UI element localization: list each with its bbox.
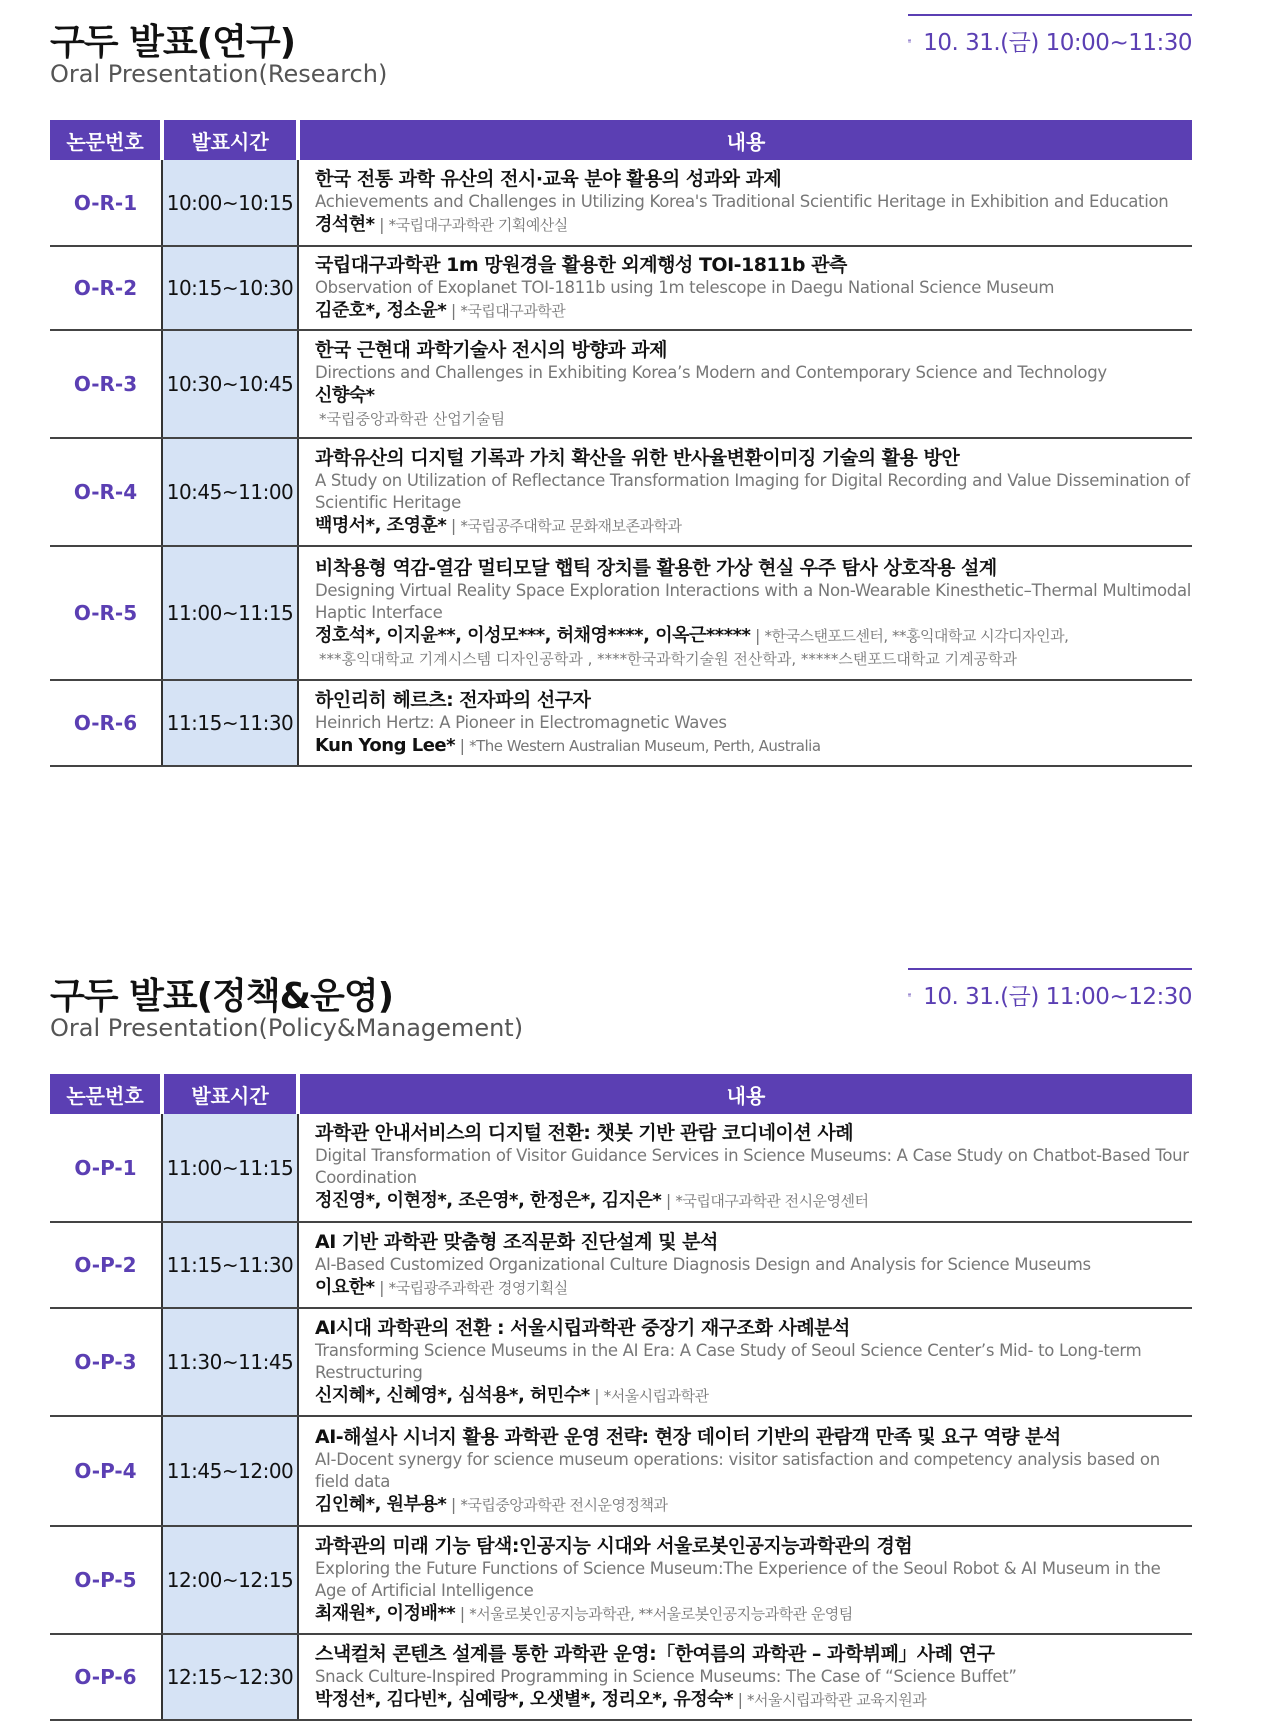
session-date [908,968,1192,1011]
table-row [50,246,1192,330]
authors: 정진영*, 이현정*, 조은영*, 한정은*, 김지은* [315,1190,662,1211]
table-row [50,160,1192,246]
paper-code: O-P-4 [50,1416,162,1526]
presentation-time: 12:00~12:15 [162,1526,298,1634]
authors-line [315,1189,1192,1213]
affiliation: *국립중앙과학관 전시운영정책과 [460,1495,668,1514]
header-content: 내용 [298,1074,1192,1114]
table-row [50,1308,1192,1416]
authors: 최재원*, 이정배** [315,1602,456,1624]
affiliation-separator: | [374,1277,389,1297]
authors-line [315,213,1192,237]
session-date [908,14,1192,57]
authors-line [315,624,1192,648]
authors: Kun Yong Lee* [315,734,456,756]
header-content: 내용 [298,120,1192,160]
table-row [50,438,1192,546]
paper-title-en: Observation of Exoplanet TOI-1811b using 1m telescope in Daegu National Science Museum [315,277,1055,297]
paper-content [298,1634,1192,1720]
presentation-time: 11:15~11:30 [162,680,298,766]
presentation-time: 10:30~10:45 [162,330,298,438]
paper-content [298,680,1192,766]
affiliation-continued: *국립중앙과학관 산업기술팀 [319,409,506,428]
paper-code: O-P-6 [50,1634,162,1720]
date-text: 10. 31.(금) 11:00~12:30 [923,984,1192,1010]
paper-code: O-P-3 [50,1308,162,1416]
affiliation-separator: | [589,1385,604,1405]
paper-code: O-P-1 [50,1114,162,1222]
header-time: 발표시간 [162,120,298,160]
authors: 박정선*, 김다빈*, 심예랑*, 오샛별*, 정리오*, 유정숙* [315,1688,733,1710]
schedule-table-research [50,120,1192,767]
section-subtitle: Oral Presentation(Research) [50,60,388,88]
authors: 김인혜*, 원부용* [315,1493,447,1515]
authors-line [315,514,1192,538]
table-row [50,1526,1192,1634]
affiliation: *국립공주대학교 문화재보존과학과 [460,516,682,535]
presentation-time: 11:15~11:30 [162,1222,298,1308]
affiliation: *국립대구과학관 기획예산실 [388,216,568,234]
section-research [50,14,1192,764]
paper-title-ko: 한국 근현대 과학기술사 전시의 방향과 과제 [315,338,667,361]
table-row [50,1634,1192,1720]
header-code: 논문번호 [50,1074,162,1114]
paper-title-en: Heinrich Hertz: A Pioneer in Electromagnetic Waves [315,712,727,732]
authors: 정호석*, 이지윤**, 이성모***, 허채영****, 이옥근***** [315,624,751,646]
presentation-time: 11:45~12:00 [162,1416,298,1526]
calendar-icon [908,980,911,1010]
paper-code: O-R-6 [50,680,162,766]
paper-code: O-P-5 [50,1526,162,1634]
authors: 신향숙* [315,384,375,406]
header-code: 논문번호 [50,120,162,160]
paper-content [298,246,1192,330]
affiliation-separator: | [750,625,765,645]
schedule-table-policy [50,1074,1192,1721]
affiliation-separator: | [374,215,389,234]
authors-line [315,1688,1192,1712]
authors-line [315,384,1192,408]
paper-title-ko: 과학관의 미래 기능 탐색:인공지능 시대와 서울로봇인공지능과학관의 경험 [315,1534,913,1557]
section-title: 구두 발표(정책&운영) [50,976,394,1017]
presentation-time: 12:15~12:30 [162,1634,298,1720]
date-text: 10. 31.(금) 10:00~11:30 [923,30,1192,56]
paper-title-en: AI-Based Customized Organizational Culture Diagnosis Design and Analysis for Science Museums [315,1254,1091,1274]
paper-title-en: Achievements and Challenges in Utilizing Korea's Traditional Scientific Heritage in Exhibition and Education [315,192,1169,211]
paper-title-en: Exploring the Future Functions of Science Museum:The Experience of the Seoul Robot & AI Museum in the Age of Artificial Intelligence [315,1558,1161,1600]
paper-content [298,330,1192,438]
affiliation-continued: ***홍익대학교 기계시스템 디자인공학과 , ****한국과학기술원 전산학과, *****스탠포드대학교 기계공학과 [319,649,1018,668]
paper-content [298,1308,1192,1416]
presentation-time: 11:00~11:15 [162,1114,298,1222]
affiliation-separator: | [732,1689,748,1709]
paper-content [298,1416,1192,1526]
affiliation: *서울시립과학관 교육지원과 [747,1690,927,1709]
calendar-icon [908,26,911,56]
authors: 이요한* [315,1276,375,1298]
section-policy [50,968,1192,1728]
paper-title-en: Transforming Science Museums in the AI Era: A Case Study of Seoul Science Center’s Mid- to Long-term Restructuring [315,1340,1142,1382]
paper-title-ko: 비착용형 역감-열감 멀티모달 햅틱 장치를 활용한 가상 현실 우주 탐사 상호작용 설계 [315,556,997,579]
paper-title-ko: 한국 전통 과학 유산의 전시·교육 분야 활용의 성과와 과제 [315,168,782,190]
paper-title-ko: AI-해설사 시너지 활용 과학관 운영 전략: 현장 데이터 기반의 관람객 만족 및 요구 역량 분석 [315,1425,1061,1448]
authors-line [315,734,1192,758]
affiliation: *한국스탠포드센터, **홍익대학교 시각디자인과, [764,626,1069,645]
paper-title-en: Snack Culture-Inspired Programming in Science Museums: The Case of “Science Buffet” [315,1666,1017,1686]
affiliation-separator: | [446,300,461,320]
paper-content [298,1526,1192,1634]
table-row [50,1416,1192,1526]
table-row [50,1114,1192,1222]
paper-title-ko: 하인리히 헤르츠: 전자파의 선구자 [315,688,591,711]
section-subtitle: Oral Presentation(Policy&Management) [50,1014,524,1042]
paper-title-ko: 스낵컬처 콘텐츠 설계를 통한 과학관 운영:「한여름의 과학관 – 과학뷔페」사례 연구 [315,1642,995,1665]
paper-content [298,1114,1192,1222]
affiliation: *국립대구과학관 [460,301,566,320]
paper-title-en: Directions and Challenges in Exhibiting Korea’s Modern and Contemporary Science and Technology [315,362,1107,382]
table-row [50,1222,1192,1308]
paper-content [298,546,1192,680]
paper-title-en: Designing Virtual Reality Space Exploration Interactions with a Non-Wearable Kinesthetic–Thermal Multimodal Haptic Interface [315,580,1192,622]
presentation-time: 11:30~11:45 [162,1308,298,1416]
presentation-time: 10:00~10:15 [162,160,298,246]
paper-code: O-R-1 [50,160,162,246]
paper-code: O-R-3 [50,330,162,438]
authors-line [315,1276,1192,1300]
paper-content [298,160,1192,246]
table-row [50,330,1192,438]
presentation-time: 11:00~11:15 [162,546,298,680]
paper-title-en: AI-Docent synergy for science museum operations: visitor satisfaction and competency analysis based on field data [315,1449,1160,1491]
paper-code: O-P-2 [50,1222,162,1308]
paper-content [298,438,1192,546]
affiliation: *The Western Australian Museum, Perth, Australia [469,736,821,755]
paper-content [298,1222,1192,1308]
paper-title-en: A Study on Utilization of Reflectance Transformation Imaging for Digital Recording and Value Dissemination of Scientific Heritage [315,470,1190,512]
affiliation: *국립광주과학관 경영기획실 [388,1278,568,1297]
affiliation: *서울시립과학관 [603,1386,709,1405]
paper-title-ko: 국립대구과학관 1m 망원경을 활용한 외계행성 TOI-1811b 관측 [315,253,847,276]
paper-code: O-R-5 [50,546,162,680]
paper-code: O-R-4 [50,438,162,546]
table-row [50,680,1192,766]
authors-line [315,299,1192,323]
paper-title-ko: 과학유산의 디지털 기록과 가치 확산을 위한 반사율변환이미징 기술의 활용 방안 [315,446,960,469]
paper-title-ko: AI시대 과학관의 전환 : 서울시립과학관 중장기 재구조화 사례분석 [315,1316,850,1339]
authors-line [315,1493,1192,1517]
authors-line [315,1384,1192,1408]
paper-title-en: Digital Transformation of Visitor Guidance Services in Science Museums: A Case Study on Chatbot-Based Tour Coordination [315,1146,1189,1187]
paper-code: O-R-2 [50,246,162,330]
authors: 경석현* [315,214,375,235]
paper-title-ko: AI 기반 과학관 맞춤형 조직문화 진단설계 및 분석 [315,1230,718,1253]
paper-title-ko: 과학관 안내서비스의 디지털 전환: 챗봇 기반 관람 코디네이션 사례 [315,1122,854,1144]
presentation-time: 10:45~11:00 [162,438,298,546]
affiliation-separator: | [455,735,470,755]
affiliation-separator: | [446,1494,461,1514]
presentation-time: 10:15~10:30 [162,246,298,330]
header-time: 발표시간 [162,1074,298,1114]
table-row [50,546,1192,680]
affiliation-separator: | [455,1603,470,1623]
section-title: 구두 발표(연구) [50,22,296,63]
authors: 신지혜*, 신혜영*, 심석용*, 허민수* [315,1384,590,1406]
authors: 백명서*, 조영훈* [315,514,447,536]
authors-line [315,1602,1192,1626]
affiliation-separator: | [446,515,461,535]
affiliation: *서울로봇인공지능과학관, **서울로봇인공지능과학관 운영팀 [469,1604,853,1623]
authors: 김준호*, 정소윤* [315,299,447,321]
affiliation: *국립대구과학관 전시운영센터 [675,1192,869,1210]
affiliation-separator: | [661,1191,676,1210]
